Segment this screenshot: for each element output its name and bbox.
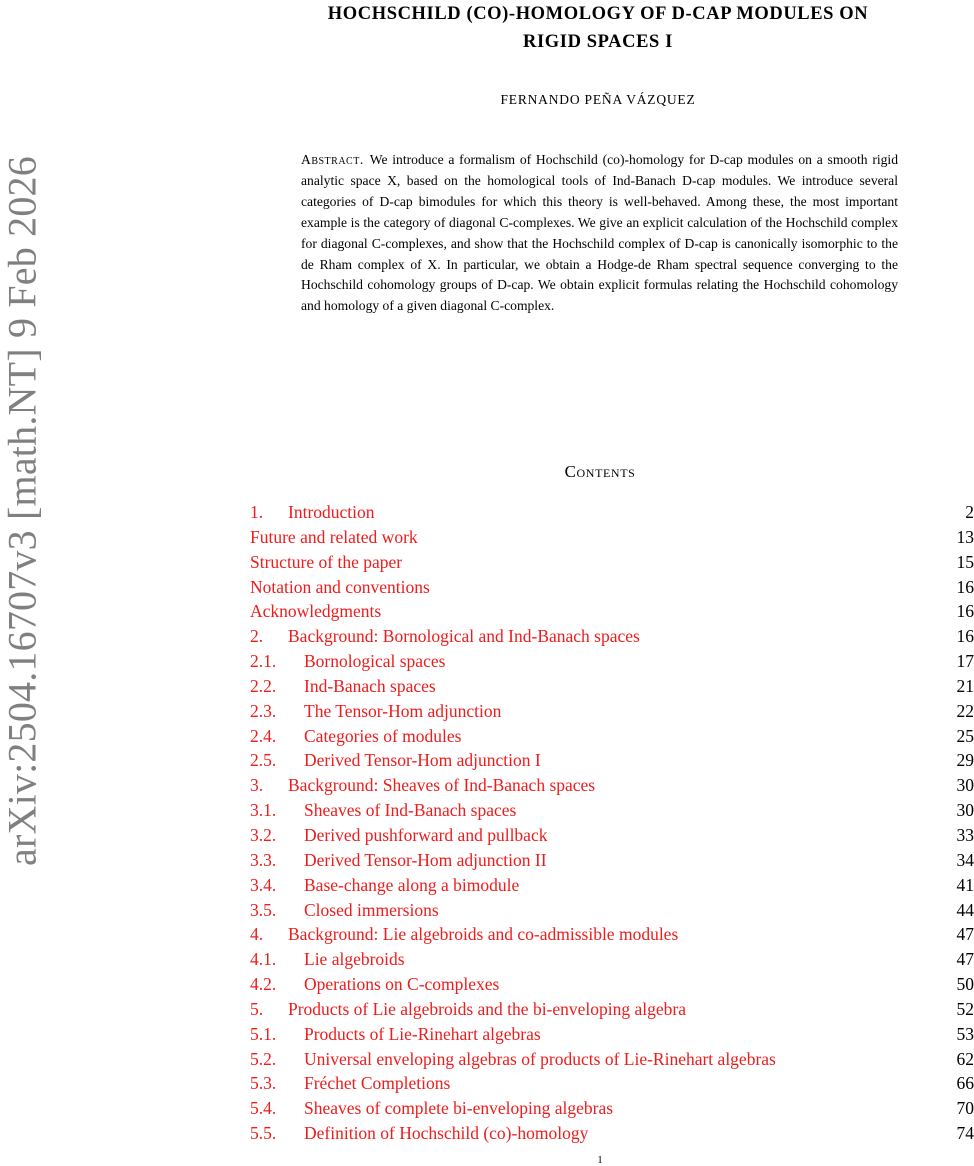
- page-number: 1: [597, 1154, 603, 1166]
- toc-entry: [250, 823, 974, 848]
- toc-page-number: 47: [956, 949, 974, 970]
- toc-link[interactable]: [250, 999, 686, 1019]
- toc-page-number: 16: [956, 626, 974, 647]
- toc-section-title: Background: Lie algebroids and co-admissible modules: [288, 924, 679, 945]
- toc-page-number: 62: [956, 1048, 974, 1069]
- title-line-1: HOCHSCHILD (CO)-HOMOLOGY OF D-CAP MODULES ON: [327, 4, 869, 24]
- toc-page-number: 52: [956, 998, 974, 1019]
- toc-page-number: 2: [965, 502, 974, 522]
- toc-section-title: Derived Tensor-Hom adjunction I: [304, 750, 541, 771]
- arxiv-sidebar: [0, 133, 45, 889]
- toc-entry: [250, 873, 974, 898]
- toc-link[interactable]: [250, 726, 461, 746]
- toc-link[interactable]: [250, 775, 595, 795]
- toc-link[interactable]: [250, 750, 541, 770]
- toc-section-title: Definition of Hochschild (co)-homology: [304, 1123, 589, 1144]
- toc-entry: [250, 699, 974, 724]
- toc-section-number: 2.3.: [250, 700, 277, 721]
- toc-link[interactable]: [250, 626, 640, 646]
- toc-page-number: 33: [956, 824, 974, 845]
- toc-link[interactable]: [250, 850, 547, 870]
- toc-entry: [250, 997, 974, 1022]
- toc-entry: [250, 1121, 974, 1146]
- toc-entry: [250, 748, 974, 773]
- toc-link[interactable]: [250, 1049, 776, 1069]
- toc-entry: [250, 550, 974, 575]
- toc-section-number: 2.: [250, 626, 264, 647]
- toc-entry: [250, 922, 974, 947]
- toc-page-number: 41: [956, 874, 974, 895]
- toc-section-number: 2.4.: [250, 725, 277, 746]
- toc-section-title: Categories of modules: [304, 725, 462, 746]
- toc-page-number: 53: [956, 1023, 974, 1044]
- toc-section-number: 3.2.: [250, 824, 277, 845]
- toc-section-title: Background: Sheaves of Ind-Banach spaces: [288, 775, 596, 796]
- toc-section-title: Products of Lie algebroids and the bi-enveloping algebra: [288, 998, 687, 1019]
- author-name: FERNANDO PEÑA VÁZQUEZ: [500, 92, 696, 107]
- toc-link[interactable]: [250, 676, 436, 696]
- toc-page-number: 21: [956, 675, 974, 696]
- toc-page-number: 70: [956, 1098, 974, 1119]
- toc-section-title: The Tensor-Hom adjunction: [304, 700, 502, 721]
- toc-entry: [250, 624, 974, 649]
- toc-page-number: 29: [956, 750, 974, 771]
- toc-section-title: Sheaves of Ind-Banach spaces: [304, 800, 517, 821]
- toc-entry: [250, 798, 974, 823]
- toc-page-number: 15: [956, 551, 974, 572]
- toc-page-number: 17: [956, 651, 974, 672]
- toc-page-number: 30: [956, 775, 974, 796]
- toc-section-title: Sheaves of complete bi-enveloping algebras: [304, 1098, 614, 1119]
- toc-page-number: 25: [956, 725, 974, 746]
- toc-section-number: 3.: [250, 775, 264, 796]
- toc-link[interactable]: [250, 601, 381, 621]
- toc-section-title: Introduction: [288, 502, 375, 522]
- toc-page-number: 13: [956, 526, 974, 547]
- toc-entry: [250, 1096, 974, 1121]
- toc-link[interactable]: [250, 949, 405, 969]
- toc-section-title: Fréchet Completions: [304, 1073, 451, 1094]
- toc-entry: [250, 972, 974, 997]
- toc-section-number: 3.4.: [250, 874, 277, 895]
- toc-section-number: 2.1.: [250, 651, 277, 672]
- toc-page-number: 44: [956, 899, 974, 920]
- toc-section-title: Future and related work: [250, 526, 418, 547]
- toc-section-number: 4.: [250, 924, 264, 945]
- toc-section-number: 5.1.: [250, 1023, 277, 1044]
- toc-page-number: 66: [956, 1073, 974, 1094]
- toc-section-title: Acknowledgments: [250, 601, 382, 622]
- toc-section-number: 2.2.: [250, 675, 277, 696]
- toc-section-number: 5.: [250, 998, 264, 1019]
- toc-entry: [250, 674, 974, 699]
- toc-page-number: 16: [956, 601, 974, 622]
- toc-section-title: Lie algebroids: [304, 949, 405, 970]
- toc-page-number: 47: [956, 924, 974, 945]
- toc-link[interactable]: [250, 1098, 613, 1118]
- toc-entry: [250, 848, 974, 873]
- paper-title: [250, 0, 946, 56]
- toc-link[interactable]: [250, 527, 418, 547]
- toc-entry: [250, 649, 974, 674]
- toc-section-title: Ind-Banach spaces: [304, 675, 436, 696]
- toc-link[interactable]: [250, 1123, 588, 1143]
- contents-heading: Contents: [564, 462, 636, 481]
- toc-section-number: 5.5.: [250, 1123, 277, 1144]
- toc-section-title: Universal enveloping algebras of products of Lie-Rinehart algebras: [304, 1048, 776, 1069]
- toc-entry: [250, 1047, 974, 1072]
- toc-entry: [250, 1022, 974, 1047]
- toc-link[interactable]: [250, 1073, 450, 1093]
- toc-section-title: Operations on C-complexes: [304, 974, 500, 995]
- table-of-contents: [250, 500, 974, 1146]
- toc-page-number: 16: [956, 576, 974, 597]
- toc-entry: [250, 724, 974, 749]
- toc-section-title: Products of Lie-Rinehart algebras: [304, 1023, 541, 1044]
- toc-link[interactable]: [250, 900, 439, 920]
- toc-page-number: 22: [956, 700, 974, 721]
- toc-section-number: 4.2.: [250, 974, 277, 995]
- toc-link[interactable]: [250, 974, 499, 994]
- toc-page-number: 34: [956, 849, 974, 870]
- toc-section-title: Bornological spaces: [304, 651, 446, 672]
- toc-section-number: 4.1.: [250, 949, 277, 970]
- toc-section-number: 5.4.: [250, 1098, 277, 1119]
- toc-section-number: 3.3.: [250, 849, 277, 870]
- toc-section-number: 2.5.: [250, 750, 277, 771]
- toc-entry: [250, 599, 974, 624]
- toc-section-title: Derived pushforward and pullback: [304, 824, 548, 845]
- toc-page-number: 50: [956, 974, 974, 995]
- toc-section-title: Structure of the paper: [250, 551, 403, 572]
- toc-section-number: 3.5.: [250, 899, 277, 920]
- abstract-label: Abstract.: [301, 152, 364, 167]
- toc-section-number: 5.3.: [250, 1073, 277, 1094]
- toc-section-number: 3.1.: [250, 800, 277, 821]
- toc-entry: [250, 898, 974, 923]
- toc-page-number: 30: [956, 800, 974, 821]
- toc-link[interactable]: [250, 825, 547, 845]
- toc-section-title: Base-change along a bimodule: [304, 874, 520, 895]
- toc-link[interactable]: [250, 800, 516, 820]
- abstract: [301, 150, 898, 317]
- toc-link[interactable]: [250, 552, 402, 572]
- abstract-text: We introduce a formalism of Hochschild (co)-homology for D-cap modules on a smooth rigid analytic space X, based on the homological tools of Ind-Banach D-cap modules. We introduce several categories of D-cap bimodules for which this theory is well-behaved. Among these, the most important example is the category of diagonal C-complexes. We give an explicit calculation of the Hochschild complex for diagonal C-complexes, and show that the Hochschild complex of D-cap is canonically isomorphic to the de Rham complex of X. In particular, we obtain a Hodge-de Rham spectral sequence converging to the Hochschild cohomology groups of D-cap. We obtain explicit formulas relating the Hochschild cohomology and homology of a given diagonal C-complex.: [301, 152, 898, 314]
- toc-link[interactable]: [250, 701, 501, 721]
- toc-entry: [250, 500, 974, 525]
- toc-link[interactable]: [250, 651, 445, 671]
- toc-entry: [250, 947, 974, 972]
- toc-section-title: Derived Tensor-Hom adjunction II: [304, 849, 547, 870]
- title-line-2: RIGID SPACES I: [523, 32, 673, 52]
- toc-link[interactable]: [250, 875, 519, 895]
- toc-section-title: Notation and conventions: [250, 576, 430, 597]
- toc-link[interactable]: [250, 1024, 541, 1044]
- toc-page-number: 74: [956, 1123, 974, 1144]
- toc-entry: [250, 525, 974, 550]
- toc-link[interactable]: [250, 924, 678, 944]
- toc-entry: [250, 1071, 974, 1096]
- toc-section-title: Closed immersions: [304, 899, 439, 920]
- toc-section-number: 5.2.: [250, 1048, 277, 1069]
- toc-section-title: Background: Bornological and Ind-Banach spaces: [288, 626, 640, 647]
- arxiv-identifier: arXiv:2504.16707v3 [math.NT] 9 Feb 2026: [0, 156, 45, 866]
- toc-entry: [250, 773, 974, 798]
- toc-link[interactable]: [250, 577, 430, 597]
- toc-entry: [250, 575, 974, 600]
- toc-section-number: 1.: [250, 502, 264, 522]
- toc-link[interactable]: [250, 502, 375, 522]
